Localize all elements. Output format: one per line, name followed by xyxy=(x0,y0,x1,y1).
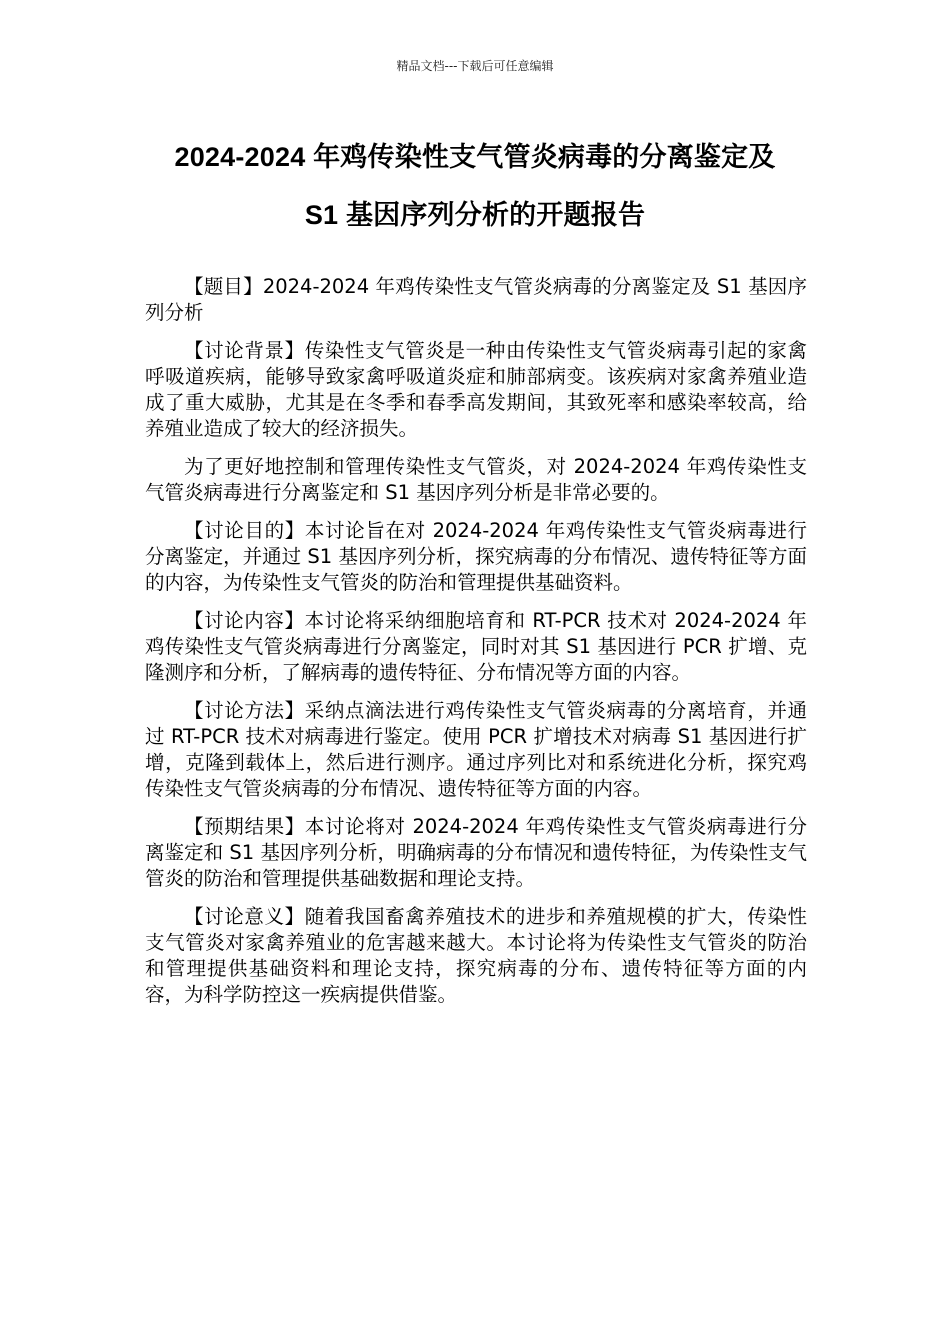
paragraph-necessity: 为了更好地控制和管理传染性支气管炎，对 2024-2024 年鸡传染性支气管炎病毒进行分离鉴定和 S1 基因序列分析是非常必要的。 xyxy=(145,455,807,504)
paragraph-significance: 【讨论意义】随着我国畜禽养殖技术的进步和养殖规模的扩大，传染性支气管炎对家禽养殖业的危害越来越大。本讨论将为传染性支气管炎的防治和管理提供基础资料和理论支持，探究病毒的分布、遗传特征等方面的内容，为科学防控这一疾病提供借鉴。 xyxy=(145,905,807,1006)
document-body xyxy=(145,274,807,1020)
page-header-text: 精品文档---下载后可任意编辑 xyxy=(396,59,554,73)
paragraph-methods: 【讨论方法】采纳点滴法进行鸡传染性支气管炎病毒的分离培育，并通过 RT-PCR 技术对病毒进行鉴定。使用 PCR 扩增技术对病毒 S1 基因进行扩增，克隆到载体上，然后进行测序。通过序列比对和系统进化分析，探究鸡传染性支气管炎病毒的分布情况、遗传特征等方面的内容。 xyxy=(145,699,807,800)
paragraph-expected-results: 【预期结果】本讨论将对 2024-2024 年鸡传染性支气管炎病毒进行分离鉴定和 S1 基因序列分析，明确病毒的分布情况和遗传特征，为传染性支气管炎的防治和管理提供基础数据和理论支持。 xyxy=(145,815,807,890)
document-title-line-1: 2024-2024 年鸡传染性支气管炎病毒的分离鉴定及 xyxy=(174,142,776,172)
page-header xyxy=(0,58,950,74)
paragraph-topic: 【题目】2024-2024 年鸡传染性支气管炎病毒的分离鉴定及 S1 基因序列分析 xyxy=(145,275,807,324)
paragraph-background: 【讨论背景】传染性支气管炎是一种由传染性支气管炎病毒引起的家禽呼吸道疾病，能够导致家禽呼吸道炎症和肺部病变。该疾病对家禽养殖业造成了重大威胁，尤其是在冬季和春季高发期间，其致死率和感染率较高，给养殖业造成了较大的经济损失。 xyxy=(145,339,807,440)
paragraph-purpose: 【讨论目的】本讨论旨在对 2024-2024 年鸡传染性支气管炎病毒进行分离鉴定，并通过 S1 基因序列分析，探究病毒的分布情况、遗传特征等方面的内容，为传染性支气管炎的防治和管理提供基础资料。 xyxy=(145,519,807,594)
paragraph-content: 【讨论内容】本讨论将采纳细胞培育和 RT-PCR 技术对 2024-2024 年鸡传染性支气管炎病毒进行分离鉴定，同时对其 S1 基因进行 PCR 扩增、克隆测序和分析，了解病毒的遗传特征、分布情况等方面的内容。 xyxy=(145,609,807,684)
document-title-line-2: S1 基因序列分析的开题报告 xyxy=(304,200,646,230)
document-title xyxy=(140,128,810,244)
